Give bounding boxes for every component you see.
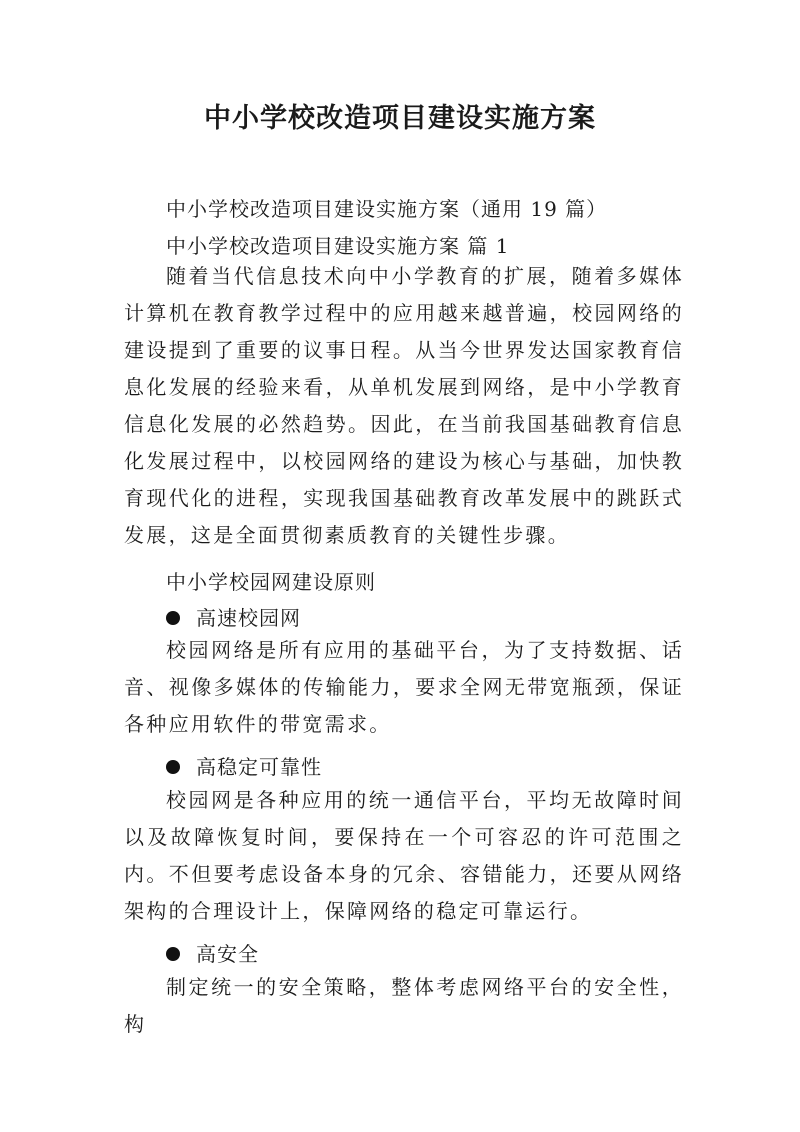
bullet-item-speed <box>166 602 301 631</box>
bullet-dot-icon <box>166 947 180 961</box>
principles-heading: 中小学校园网建设原则 <box>166 570 376 594</box>
bullet-dot-icon <box>166 611 180 625</box>
document-subtitle: 中小学校改造项目建设实施方案（通用 19 篇） <box>166 197 608 221</box>
bullet-item-stable <box>166 751 322 780</box>
stable-paragraph: 校园网是各种应用的统一通信平台，平均无故障时间以及故障恢复时间，要保持在一个可容忍的许可范围之内。不但要考虑设备本身的冗余、容错能力，还要从网络架构的合理设计上，保障网络的稳定可靠运行。 <box>124 788 684 923</box>
bullet-label: 高稳定可靠性 <box>196 755 322 779</box>
secure-paragraph: 制定统一的安全策略，整体考虑网络平台的安全性，构 <box>124 975 684 1036</box>
intro-paragraph: 随着当代信息技术向中小学教育的扩展，随着多媒体计算机在教育教学过程中的应用越来越普遍，校园网络的建设提到了重要的议事日程。从当今世界发达国家教育信息化发展的经验来看，从单机发展到网络，是中小学教育信息化发展的必然趋势。因此，在当前我国基础教育信息化发展过程中，以校园网络的建设为核心与基础，加快教育现代化的进程，实现我国基础教育改革发展中的跳跃式发展，这是全面贯彻素质教育的关键性步骤。 <box>124 264 684 547</box>
section-heading: 中小学校改造项目建设实施方案 篇 1 <box>166 234 510 258</box>
bullet-label: 高安全 <box>196 942 259 966</box>
page-title: 中小学校改造项目建设实施方案 <box>204 103 596 134</box>
bullet-label: 高速校园网 <box>196 606 301 630</box>
speed-paragraph: 校园网络是所有应用的基础平台，为了支持数据、话音、视像多媒体的传输能力，要求全网无带宽瓶颈，保证各种应用软件的带宽需求。 <box>124 638 684 736</box>
bullet-item-secure <box>166 938 259 967</box>
bullet-dot-icon <box>166 760 180 774</box>
